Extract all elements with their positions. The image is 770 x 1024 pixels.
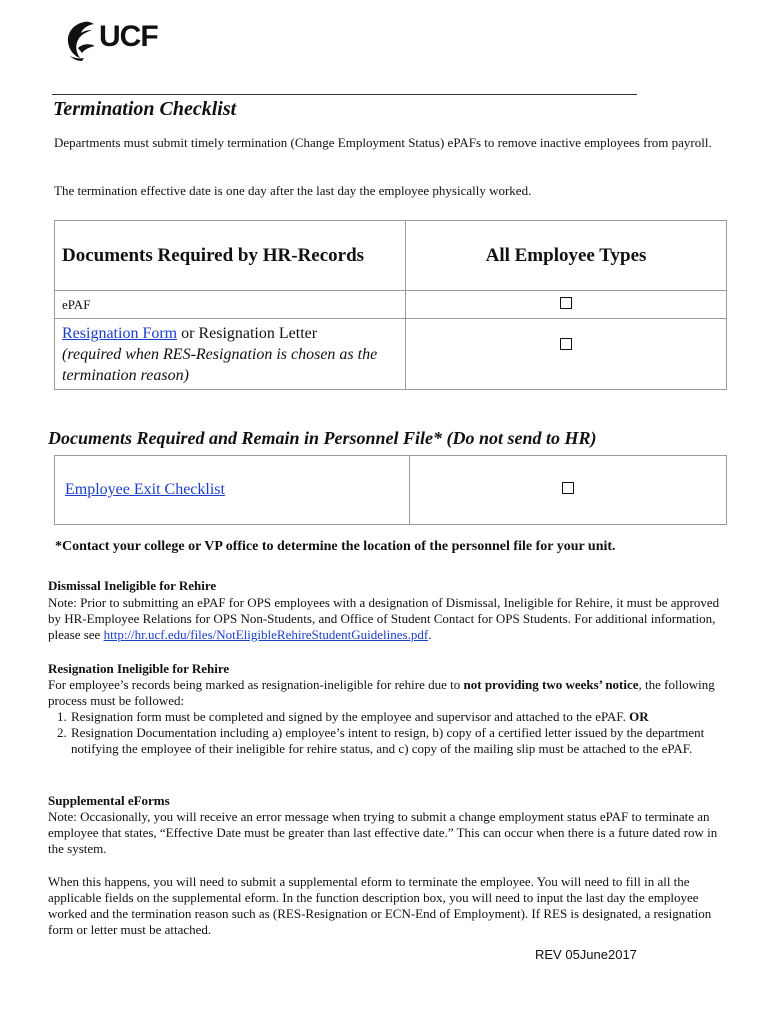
resignation-checkbox[interactable] (560, 338, 572, 350)
rehire-guidelines-link[interactable]: http://hr.ucf.edu/files/NotEligibleRehireStudentGuidelines.pdf (103, 627, 429, 642)
intro-paragraph-2: The termination effective date is one day after the last day the employee physically worked. (54, 183, 532, 198)
resignation-row-label (55, 319, 406, 390)
resignation-checkbox-cell (406, 319, 727, 390)
revision-label: REV 05June2017 (535, 947, 637, 962)
hr-table-header-employee-types (406, 221, 727, 291)
resignation-step-2 (70, 725, 720, 757)
exit-checkbox-cell (410, 456, 727, 525)
resignation-step-1 (70, 709, 720, 725)
hr-records-table (54, 220, 727, 390)
header-divider (52, 94, 637, 95)
personnel-footnote: *Contact your college or VP office to determine the location of the personnel file for your unit. (55, 539, 616, 554)
hr-table-header-documents (55, 221, 406, 291)
page-title: Termination Checklist (53, 98, 237, 120)
resignation-intro-end: , the following process must be followed: (48, 677, 715, 708)
resignation-heading: Resignation Ineligible for Rehire (48, 661, 230, 676)
resignation-form-link[interactable]: Resignation Form (62, 324, 178, 342)
epaf-checkbox[interactable] (560, 297, 572, 309)
supplemental-paragraph-1: Note: Occasionally, you will receive an error message when trying to submit a change employment status ePAF to terminate an employee that states, “Effective Date must be greater than last effective date.” This can occur when there is a future dated row in the system. (48, 809, 718, 856)
dismissal-heading: Dismissal Ineligible for Rehire (48, 578, 217, 593)
dismissal-note: Note: Prior to submitting an ePAF for OPS employees with a designation of Dismissal, Ineligible for Rehire, it must be approved by HR-Employee Relations for OPS Non-Students, and Office of Student Contact for OPS Students. For additional information, please see (48, 595, 720, 642)
personnel-file-heading: Documents Required and Remain in Personnel File* (Do not send to HR) (48, 428, 597, 448)
intro-paragraph-1: Departments must submit timely termination (Change Employment Status) ePAFs to remove inactive employees from payroll. (54, 135, 712, 150)
epaf-label: ePAF (62, 296, 91, 312)
resignation-letter-text: or Resignation Letter (177, 324, 318, 342)
supplemental-paragraph-2: When this happens, you will need to submit a supplemental eform to terminate the employee. You will need to fill in all the applicable fields on the supplemental eform. In the function description box, you will need to input the last day the employee worked and the termination reason such as (RES-Resignation or ECN-End of Employment). If RES is designated, a resignation form or letter must be attached. (48, 874, 712, 937)
step-1-text: Resignation form must be completed and signed by the employee and supervisor and attached to the ePAF. (71, 709, 630, 724)
resignation-intro: For employee’s records being marked as resignation-ineligible for rehire due to (48, 677, 464, 692)
dismissal-text (48, 595, 720, 643)
pegasus-icon (62, 18, 102, 62)
two-weeks-notice: not providing two weeks’ notice (463, 677, 639, 692)
epaf-row-label (55, 291, 406, 319)
supplemental-heading: Supplemental eForms (48, 793, 170, 808)
dismissal-end: . (428, 627, 432, 642)
documents-header-text: Documents Required by HR-Records (62, 244, 365, 266)
resignation-note: (required when RES-Resignation is chosen as the termination reason) (62, 345, 378, 384)
logo-wordmark: UCF (99, 20, 158, 53)
employee-types-header-text: All Employee Types (485, 244, 647, 266)
exit-checklist-cell (55, 456, 410, 525)
resignation-text (48, 677, 720, 757)
epaf-checkbox-cell (406, 291, 727, 319)
personnel-file-table (54, 455, 727, 525)
step-1-or: OR (629, 709, 649, 724)
exit-checklist-checkbox[interactable] (562, 482, 574, 494)
resignation-steps (48, 709, 720, 757)
step-2-text: Resignation Documentation including a) employee’s intent to resign, b) copy of a certified letter issued by the department notifying the employee of their ineligible for rehire status, and c) copy of the mailing slip must be attached to the ePAF. (71, 725, 705, 756)
employee-exit-checklist-link[interactable]: Employee Exit Checklist (65, 481, 225, 498)
